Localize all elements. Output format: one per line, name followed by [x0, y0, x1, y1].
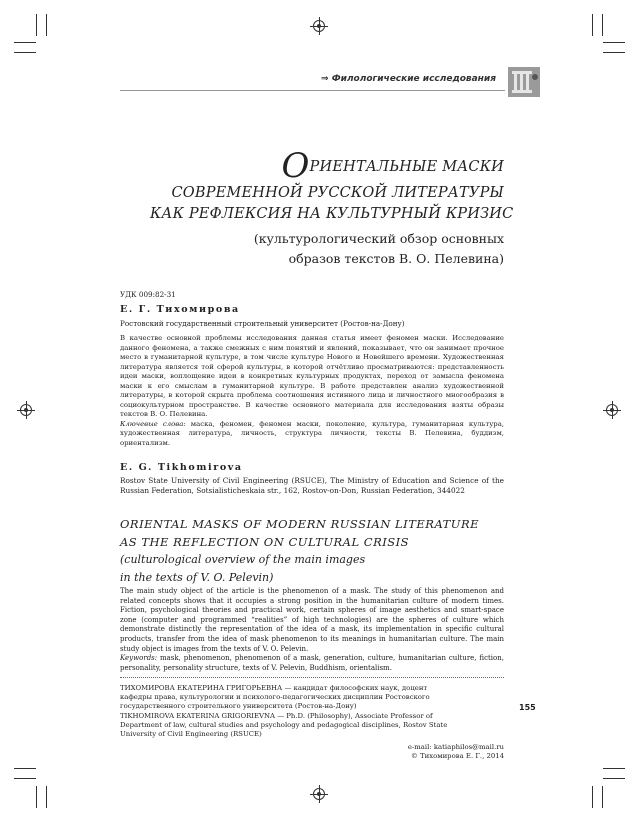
- author-email: e-mail: katiaphilos@mail.ru: [407, 743, 504, 751]
- copyright: © Тихомирова Е. Г., 2014: [410, 752, 504, 760]
- crop-mark: [36, 786, 37, 808]
- title-en-line-2: AS THE REFLECTION ON CULTURAL CRISIS: [120, 535, 410, 549]
- author-name-en: E. G. Tikhomirova: [120, 462, 243, 473]
- crop-mark: [36, 14, 37, 36]
- page-number: 155: [519, 703, 536, 712]
- crop-mark: [14, 768, 36, 769]
- section-name: Филологические исследования: [331, 74, 496, 84]
- crop-mark: [14, 42, 36, 43]
- author-name-ru: Е. Г. Тихомирова: [120, 304, 240, 315]
- registration-mark-icon: [313, 20, 325, 32]
- crop-mark: [46, 786, 47, 808]
- subtitle-line-2: образов текстов В. О. Пелевина): [288, 251, 504, 266]
- abstract-ru: В качестве основной проблемы исследования данная статья имеет феномен маски. Исследование данного феномена, а также смежных с ним понятий и явлений, показывает, что он занимает прочное место в гуманитарной культуре, в том числе культуре Нового и Новейшего времени. Художественная литература является той сферой культуры, в которой отчётливо просматриваются: представленность идеи маски, воплощение идеи в конкретных культурных продуктах, переход от замысла феномена маски к его смыслам в гуманитарной культуре. В работе представлен анализ художественной литературы, в которой скрыта проблема соотношения истинного лица и личностного многообразия в социокультурном пространстве. В качестве основного материала для исследования взяты образы текстов В. О. Пелевина. Ключевые слова: маска, феномен, феномен маски, поколение, культура, гуманитарная культура, художественная литература, личность, структура личности, тексты В. Пелевина, буддизм, ориентализм.: [120, 334, 504, 447]
- subtitle-line-1: (культурологический обзор основных: [253, 231, 504, 246]
- abstract-en: The main study object of the article is the phenomenon of a mask. The study of this phenomenon and related concepts shows that it occupies a strong position in the humanitarian culture of modern times. Fiction, psychological theories and practical work, certain spheres of image aesthetics and smart-space zone (computer and programmed “realities” of high technologies) are the spheres of culture which demonstrate distinctly the representation of the idea of a mask, its implementation in specific cultural products, transfer from the idea of mask phenomenon to its meanings in humanitarian culture. The main study object is images from the texts of V. O. Pelevin. Keywords: mask, phenomenon, phenomenon of a mask, generation, culture, humanitarian culture, fiction, personality, personality structure, texts of V. Pelevin, Buddhism, orientalism.: [120, 587, 504, 672]
- author-affiliation-en: Rostov State University of Civil Engineering (RSUCE), The Ministry of Education and Science of the Russian Federation, Sotsialisticheskaia str., 162, Rostov-on-Don, Russian Federation, 344022: [120, 476, 504, 495]
- running-head: [120, 74, 496, 84]
- crop-mark: [603, 52, 625, 53]
- footnote-ru: ТИХОМИРОВА ЕКАТЕРИНА ГРИГОРЬЕВНА — кандидат философских наук, доцент кафедры права, культурологии и психолого-педагогических дисциплин Ростовского государственного строительного университета (Ростов-на-Дону): [120, 684, 430, 711]
- crop-mark: [592, 14, 593, 36]
- footnote-divider: [120, 677, 504, 678]
- arrow-icon: ⇒: [321, 74, 329, 84]
- crop-mark: [603, 778, 625, 779]
- title-line-3: КАК РЕФЛЕКСИЯ НА КУЛЬТУРНЫЙ КРИЗИС: [150, 206, 514, 222]
- title-line-2: СОВРЕМЕННОЙ РУССКОЙ ЛИТЕРАТУРЫ: [171, 185, 504, 201]
- keywords-label-ru: Ключевые слова:: [120, 419, 186, 428]
- crop-mark: [602, 786, 603, 808]
- registration-mark-icon: [20, 404, 32, 416]
- crop-mark: [603, 768, 625, 769]
- author-affiliation-ru: Ростовский государственный строительный университет (Ростов-на-Дону): [120, 319, 405, 328]
- crop-mark: [14, 778, 36, 779]
- crop-mark: [603, 42, 625, 43]
- subtitle-en-line-2: in the texts of V. O. Pelevin): [120, 571, 274, 584]
- header-rule: [120, 90, 505, 91]
- keywords-label-en: Keywords:: [120, 654, 158, 663]
- crop-mark: [14, 52, 36, 53]
- column-logo-icon: [508, 67, 540, 97]
- crop-mark: [602, 14, 603, 36]
- registration-mark-icon: [606, 404, 618, 416]
- subtitle-en-line-1: (culturological overview of the main images: [120, 553, 366, 566]
- title-line-1: ОРИЕНТАЛЬНЫЕ МАСКИ: [281, 146, 504, 186]
- keywords-ru: маска, феномен, феномен маски, поколение, культура, гуманитарная культура, художественная литература, личность, структура личности, тексты В. Пелевина, буддизм, ориентализм.: [120, 419, 504, 447]
- crop-mark: [46, 14, 47, 36]
- crop-mark: [592, 786, 593, 808]
- title-initial: О: [281, 146, 310, 186]
- udk-code: УДК 009:82-31: [120, 290, 176, 299]
- footnote-en: TIKHOMIROVA EKATERINA GRIGORIEVNA — Ph.D. (Philosophy), Associate Professor of Department of law, cultural studies and psychology and pedagogical disciplines, Rostov State University of Civil Engineering (RSUCE): [120, 712, 448, 739]
- keywords-en: mask, phenomenon, phenomenon of a mask, generation, culture, humanitarian culture, fiction, personality, personality structure, texts of V. Pelevin, Buddhism, orientalism.: [120, 654, 504, 672]
- title-en-line-1: ORIENTAL MASKS OF MODERN RUSSIAN LITERATURE: [120, 517, 480, 531]
- registration-mark-icon: [313, 788, 325, 800]
